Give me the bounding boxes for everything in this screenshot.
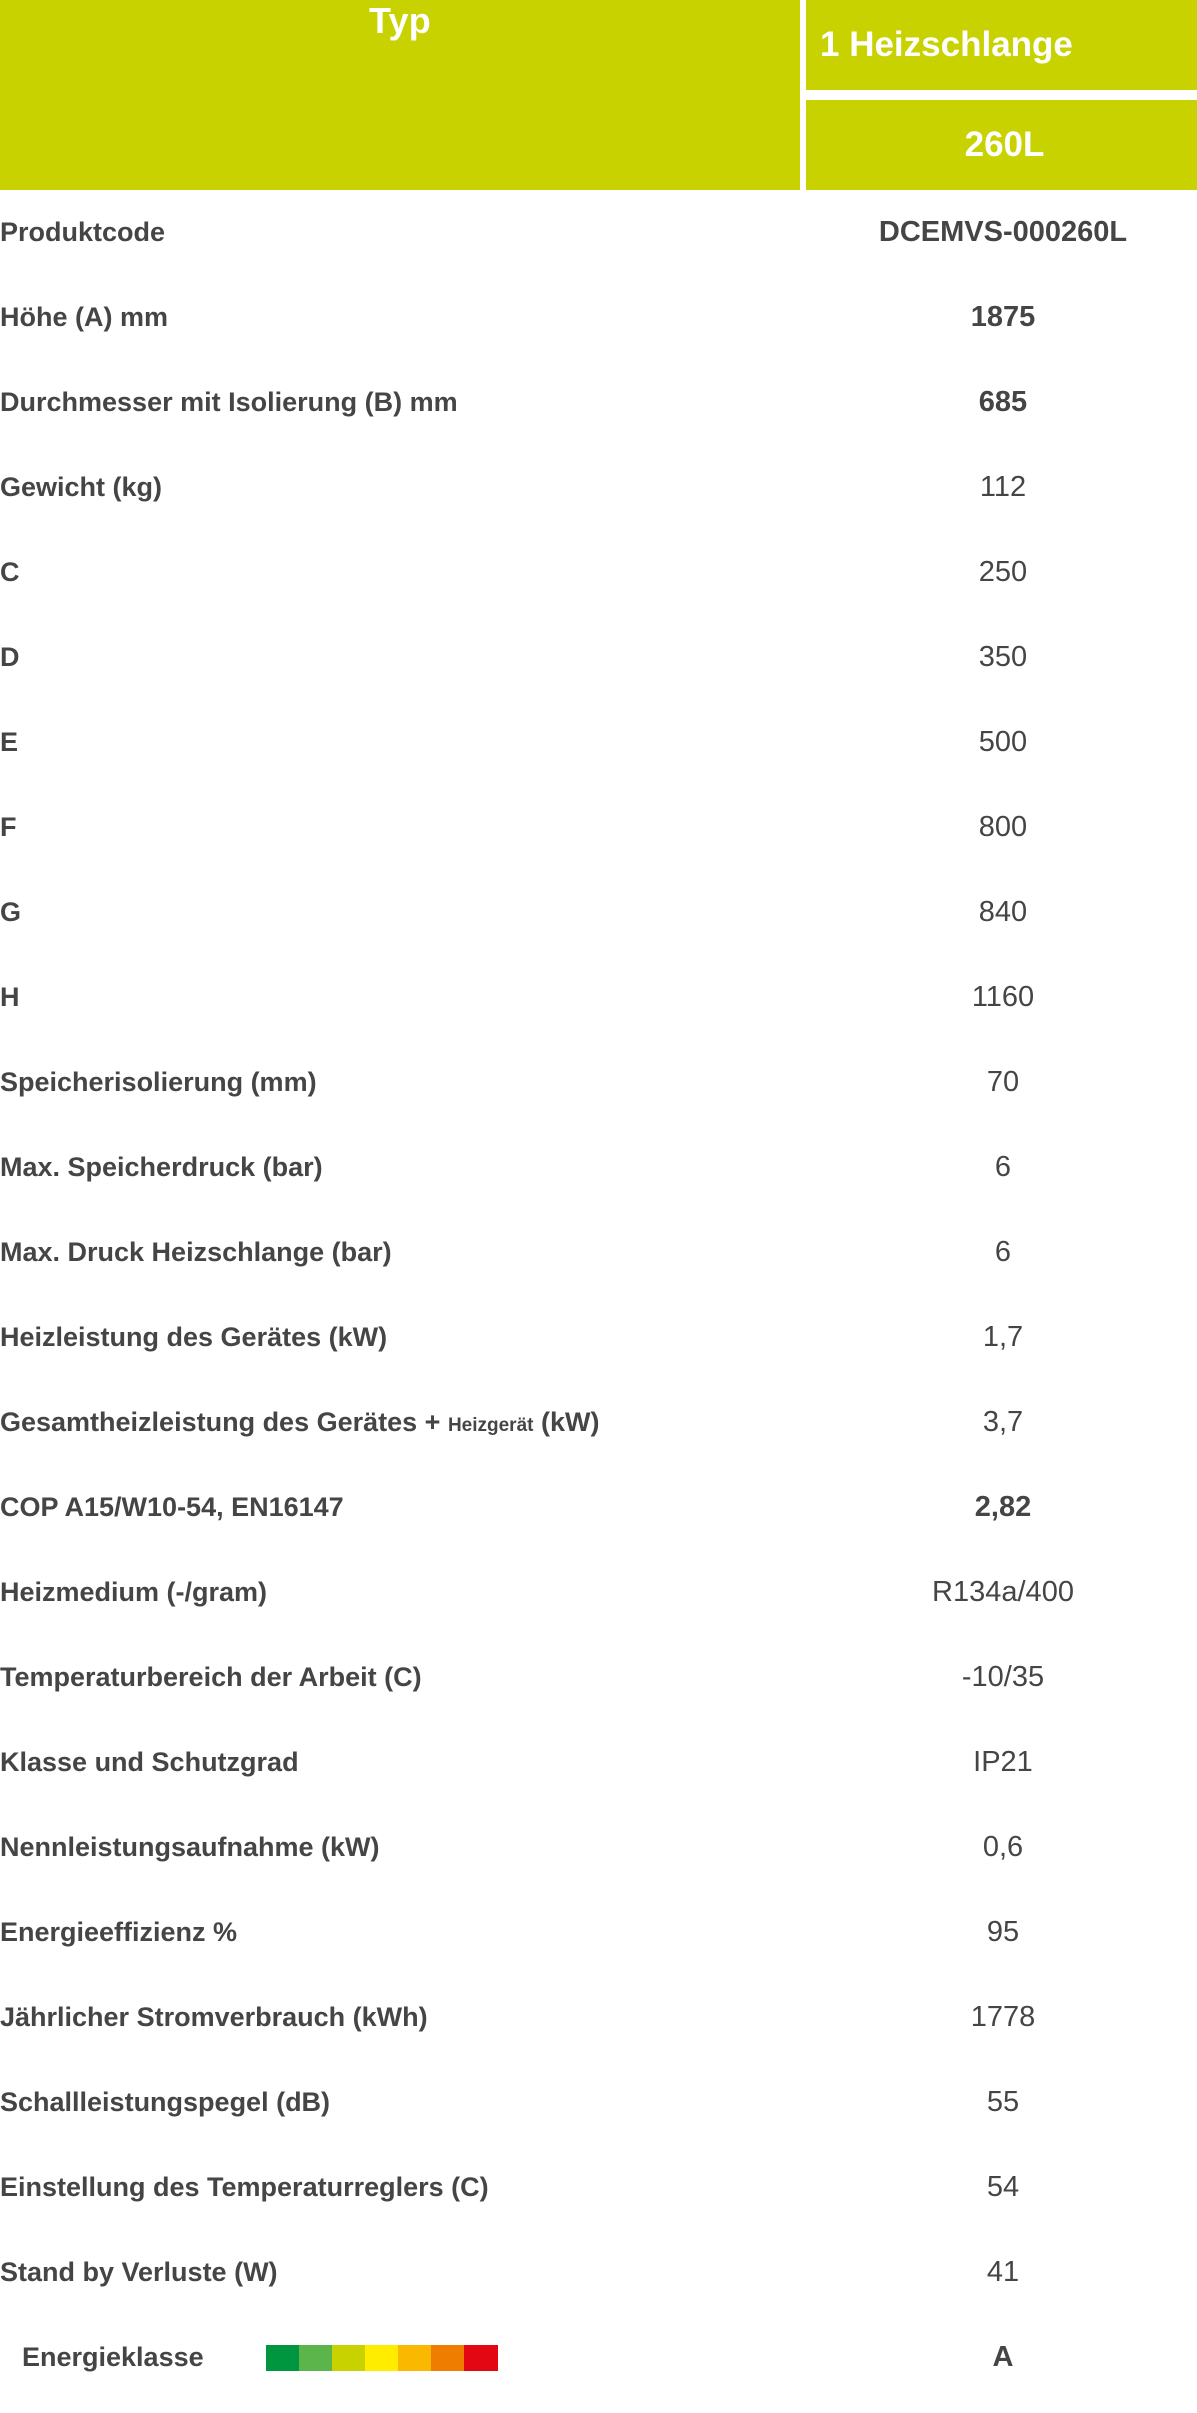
row-label: Stand by Verluste (W)	[0, 2257, 278, 2287]
row-value: 55	[986, 2086, 1020, 2118]
table-row	[0, 700, 1197, 785]
energy-scale-segment-6	[431, 2345, 464, 2371]
row-label: Heizleistung des Gerätes (kW)	[0, 1322, 388, 1352]
row-value: 3,7	[982, 1406, 1024, 1438]
energy-class-label-cell	[0, 2315, 803, 2400]
row-value: 350	[978, 641, 1028, 673]
row-value: 54	[986, 2171, 1020, 2203]
row-label-unit: (kW)	[533, 1407, 600, 1437]
row-label: Einstellung des Temperaturreglers (C)	[0, 2172, 489, 2202]
energy-scale-segment-5	[398, 2345, 431, 2371]
row-label: C	[0, 557, 20, 587]
row-label: Schallleistungspegel (dB)	[0, 2087, 331, 2117]
energy-class-value: A	[992, 2341, 1014, 2373]
row-label: Durchmesser mit Isolierung (B) mm	[0, 387, 458, 417]
row-label: D	[0, 642, 20, 672]
row-value: 41	[986, 2256, 1020, 2288]
table-row	[0, 445, 1197, 530]
energy-class-label: Energieklasse	[22, 2342, 204, 2372]
row-label: Gewicht (kg)	[0, 472, 163, 502]
row-value: 70	[986, 1066, 1020, 1098]
row-value: 500	[978, 726, 1028, 758]
table-row	[0, 1720, 1197, 1805]
row-value: 1778	[970, 2001, 1036, 2033]
table-row	[0, 2060, 1197, 2145]
table-row	[0, 1295, 1197, 1380]
row-label: E	[0, 727, 19, 757]
table-row	[0, 1550, 1197, 1635]
header-variant-divider	[806, 90, 1197, 100]
energy-scale-segment-4	[365, 2345, 398, 2371]
row-value: 250	[978, 556, 1028, 588]
row-label: F	[0, 812, 17, 842]
table-body	[0, 190, 1197, 2400]
row-label: Produktcode	[0, 217, 166, 247]
row-value: 95	[986, 1916, 1020, 1948]
table-row	[0, 2230, 1197, 2315]
row-value: 685	[978, 386, 1028, 418]
row-label: Klasse und Schutzgrad	[0, 1747, 299, 1777]
row-label: H	[0, 982, 20, 1012]
row-value: 840	[978, 896, 1028, 928]
row-value: 6	[994, 1151, 1012, 1183]
table-row	[0, 2145, 1197, 2230]
row-value: 800	[978, 811, 1028, 843]
header-type-cell	[0, 0, 803, 190]
table-row	[0, 1805, 1197, 1890]
table-row	[0, 1380, 1197, 1465]
header-type-label: Typ	[369, 0, 431, 41]
energy-class-row	[0, 2315, 1197, 2400]
row-label: G	[0, 897, 22, 927]
energy-scale-segment-1	[266, 2345, 299, 2371]
row-value: 2,82	[974, 1491, 1032, 1523]
row-label: Max. Druck Heizschlange (bar)	[0, 1237, 392, 1267]
row-label: Speicherisolierung (mm)	[0, 1067, 317, 1097]
energy-scale-segment-3	[332, 2345, 365, 2371]
row-label: Jährlicher Stromverbrauch (kWh)	[0, 2002, 428, 2032]
row-value: 1160	[971, 981, 1035, 1013]
energy-class-label-wrap	[0, 2342, 803, 2373]
row-label: Höhe (A) mm	[0, 302, 168, 332]
row-value: 112	[979, 471, 1027, 503]
row-value: DCEMVS-000260L	[878, 216, 1128, 248]
row-label: Nennleistungsaufnahme (kW)	[0, 1832, 380, 1862]
row-label-main: Gesamtheizleistung des Gerätes +	[0, 1407, 448, 1437]
table-row	[0, 1125, 1197, 1210]
energy-efficiency-scale-bar	[266, 2345, 498, 2371]
row-value: R134a/400	[932, 1576, 1074, 1608]
table-row	[0, 1465, 1197, 1550]
row-value: 1,7	[982, 1321, 1024, 1353]
table-row	[0, 1635, 1197, 1720]
header-variant-cell	[803, 0, 1197, 190]
row-label	[0, 1380, 803, 1465]
table-row	[0, 360, 1197, 445]
table-row	[0, 530, 1197, 615]
row-label: Energieeffizienz %	[0, 1917, 238, 1947]
table-row	[0, 275, 1197, 360]
row-label: COP A15/W10-54, EN16147	[0, 1492, 344, 1522]
table-row	[0, 785, 1197, 870]
table-row	[0, 1040, 1197, 1125]
row-value: 1875	[970, 301, 1036, 333]
row-label: Heizmedium (-/gram)	[0, 1577, 268, 1607]
row-value: -10/35	[961, 1661, 1045, 1693]
table-row	[0, 190, 1197, 275]
table-row	[0, 1975, 1197, 2060]
table-row	[0, 1890, 1197, 1975]
row-value: 0,6	[982, 1831, 1024, 1863]
header-row	[0, 0, 1197, 190]
row-label: Max. Speicherdruck (bar)	[0, 1152, 323, 1182]
row-value: 6	[994, 1236, 1012, 1268]
energy-scale-segment-2	[299, 2345, 332, 2371]
row-label-subscript: Heizgerät	[447, 1415, 534, 1436]
table-header	[0, 0, 1197, 190]
table-row	[0, 615, 1197, 700]
header-variant-capacity-label: 260L	[806, 100, 1197, 190]
row-label: Temperaturbereich der Arbeit (C)	[0, 1662, 422, 1692]
table-row	[0, 955, 1197, 1040]
table-row	[0, 1210, 1197, 1295]
header-variant-coil-label: 1 Heizschlange	[806, 0, 1197, 90]
row-value: IP21	[973, 1746, 1033, 1778]
table-row	[0, 870, 1197, 955]
energy-scale-segment-7	[464, 2345, 497, 2371]
